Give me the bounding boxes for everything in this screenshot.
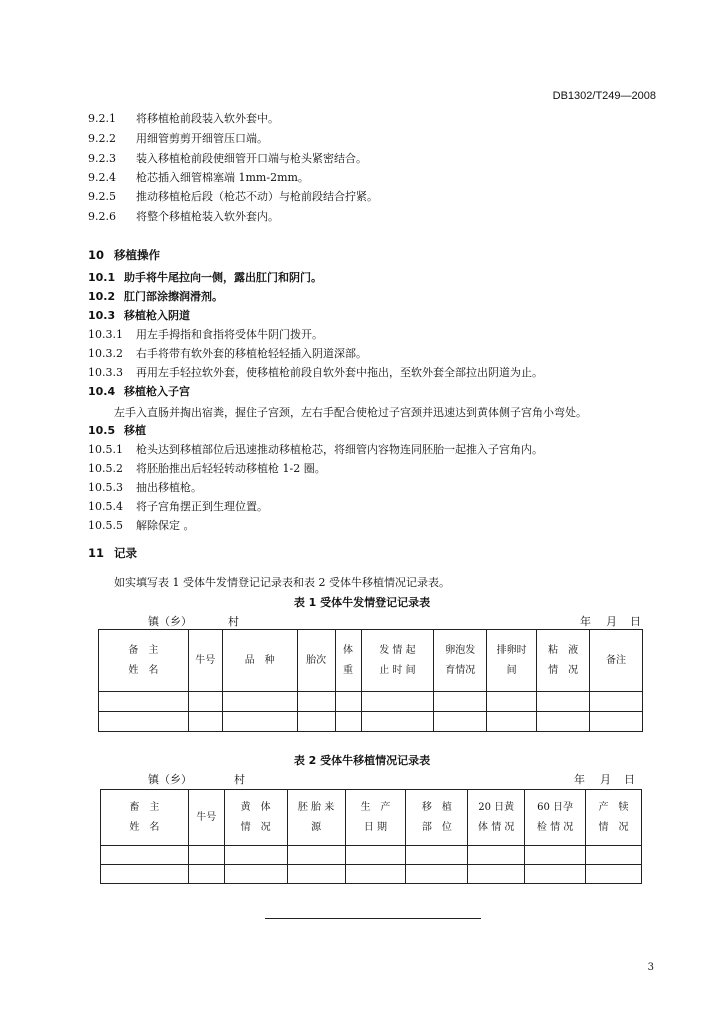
document-id: DB1302/T249—2008 — [552, 90, 656, 102]
page-number: 3 — [647, 962, 654, 973]
header-cell: 卵泡发 育情况 — [434, 630, 487, 692]
month-label: 月 — [606, 615, 617, 628]
table-row — [99, 692, 643, 712]
header-cell: 体 重 — [335, 630, 361, 692]
day-label: 日 — [630, 615, 641, 628]
clause-10-2: 10.2 肛门部涂擦润滑剂。 — [88, 290, 223, 303]
clause-10-3: 10.3 移植枪入阴道 — [88, 309, 190, 322]
end-rule — [265, 918, 481, 919]
step-10-5-2: 10.5.2 将胚胎推出后轻轻转动移植枪 1-2 圈。 — [88, 462, 326, 475]
header-cell: 黄 体 情 况 — [224, 790, 287, 846]
header-cell: 产 犊 情 况 — [586, 790, 642, 846]
header-cell: 发 情 起 止 时 间 — [361, 630, 434, 692]
table-row — [101, 846, 642, 865]
table-row — [99, 712, 643, 732]
header-cell: 备注 — [590, 630, 643, 692]
table-1 — [98, 629, 643, 732]
header-cell: 移 植 部 位 — [406, 790, 468, 846]
table-2-caption: 表 2 受体牛移植情况记录表 — [293, 754, 431, 767]
step-10-5-1: 10.5.1 枪头达到移植部位后迅速推动移植枪芯，将细管内容物连同胚胎一起推入子宫角内。 — [88, 443, 543, 456]
step-10-5-3: 10.5.3 抽出移植枪。 — [88, 481, 202, 494]
header-cell: 生 产 日 期 — [345, 790, 406, 846]
header-cell: 60 日孕 检 情 况 — [525, 790, 586, 846]
step-10-3-3: 10.3.3 再用左手轻拉软外套，使移植枪前段自软外套中拖出，至软外套全部拉出阴道为止。 — [88, 366, 543, 379]
table-2 — [100, 789, 642, 884]
town-label: 镇（乡） — [148, 615, 192, 628]
step-10-5-5: 10.5.5 解除保定 。 — [88, 519, 195, 532]
header-cell: 粘 液 情 况 — [537, 630, 590, 692]
year-label: 年 — [574, 773, 585, 786]
table-2-header-row — [101, 790, 642, 846]
clause-10-4: 10.4 移植枪入子宫 — [88, 385, 190, 398]
step-9-2-2: 9.2.2 用细管剪剪开细管压口端。 — [88, 132, 268, 145]
header-cell: 胎次 — [297, 630, 335, 692]
header-cell: 20 日黄 体 情 况 — [468, 790, 525, 846]
header-cell: 牛号 — [188, 630, 222, 692]
header-cell: 畜 主 姓 名 — [101, 790, 189, 846]
clause-10-5: 10.5 移植 — [88, 424, 146, 437]
clause-10-4-paragraph: 左手入直肠并掏出宿粪，握住子宫颈，左右手配合使枪过子宫颈并迅速达到黄体侧子宫角小弯处。 — [114, 406, 587, 419]
section-10-heading: 10 移植操作 — [88, 248, 160, 262]
table-1-caption: 表 1 受体牛发情登记记录表 — [293, 596, 431, 609]
header-cell: 胚 胎 来 源 — [287, 790, 345, 846]
year-label: 年 — [580, 615, 591, 628]
month-label: 月 — [600, 773, 611, 786]
section-11-heading: 11 记录 — [88, 546, 137, 560]
table-2-meta — [100, 771, 642, 785]
step-10-5-4: 10.5.4 将子宫角摆正到生理位置。 — [88, 500, 268, 513]
step-9-2-3: 9.2.3 装入移植枪前段使细管开口端与枪头紧密结合。 — [88, 152, 367, 165]
town-label: 镇（乡） — [148, 773, 192, 786]
step-9-2-4: 9.2.4 枪芯插入细管棉塞端 1mm-2mm。 — [88, 171, 309, 184]
day-label: 日 — [624, 773, 635, 786]
step-9-2-1: 9.2.1 将移植枪前段装入软外套中。 — [88, 112, 279, 125]
header-cell: 排卵时 间 — [487, 630, 537, 692]
table-1-header-row — [99, 630, 643, 692]
section-11-paragraph: 如实填写表 1 受体牛发情登记记录表和表 2 受体牛移植情况记录表。 — [114, 576, 450, 589]
header-cell: 牛号 — [188, 790, 224, 846]
header-cell: 品 种 — [222, 630, 297, 692]
village-label: 村 — [234, 773, 245, 786]
clause-10-1: 10.1 助手将牛尾拉向一侧，露出肛门和阴门。 — [88, 271, 322, 284]
step-9-2-6: 9.2.6 将整个移植枪装入软外套内。 — [88, 210, 279, 223]
village-label: 村 — [228, 615, 239, 628]
table-1-meta — [100, 613, 642, 627]
step-9-2-5: 9.2.5 推动移植枪后段（枪芯不动）与枪前段结合拧紧。 — [88, 190, 378, 203]
step-10-3-2: 10.3.2 右手将带有软外套的移植枪轻轻插入阴道深部。 — [88, 347, 367, 360]
header-cell: 备 主 姓 名 — [99, 630, 189, 692]
step-10-3-1: 10.3.1 用左手拇指和食指将受体牛阴门拨开。 — [88, 328, 323, 341]
table-row — [101, 865, 642, 884]
